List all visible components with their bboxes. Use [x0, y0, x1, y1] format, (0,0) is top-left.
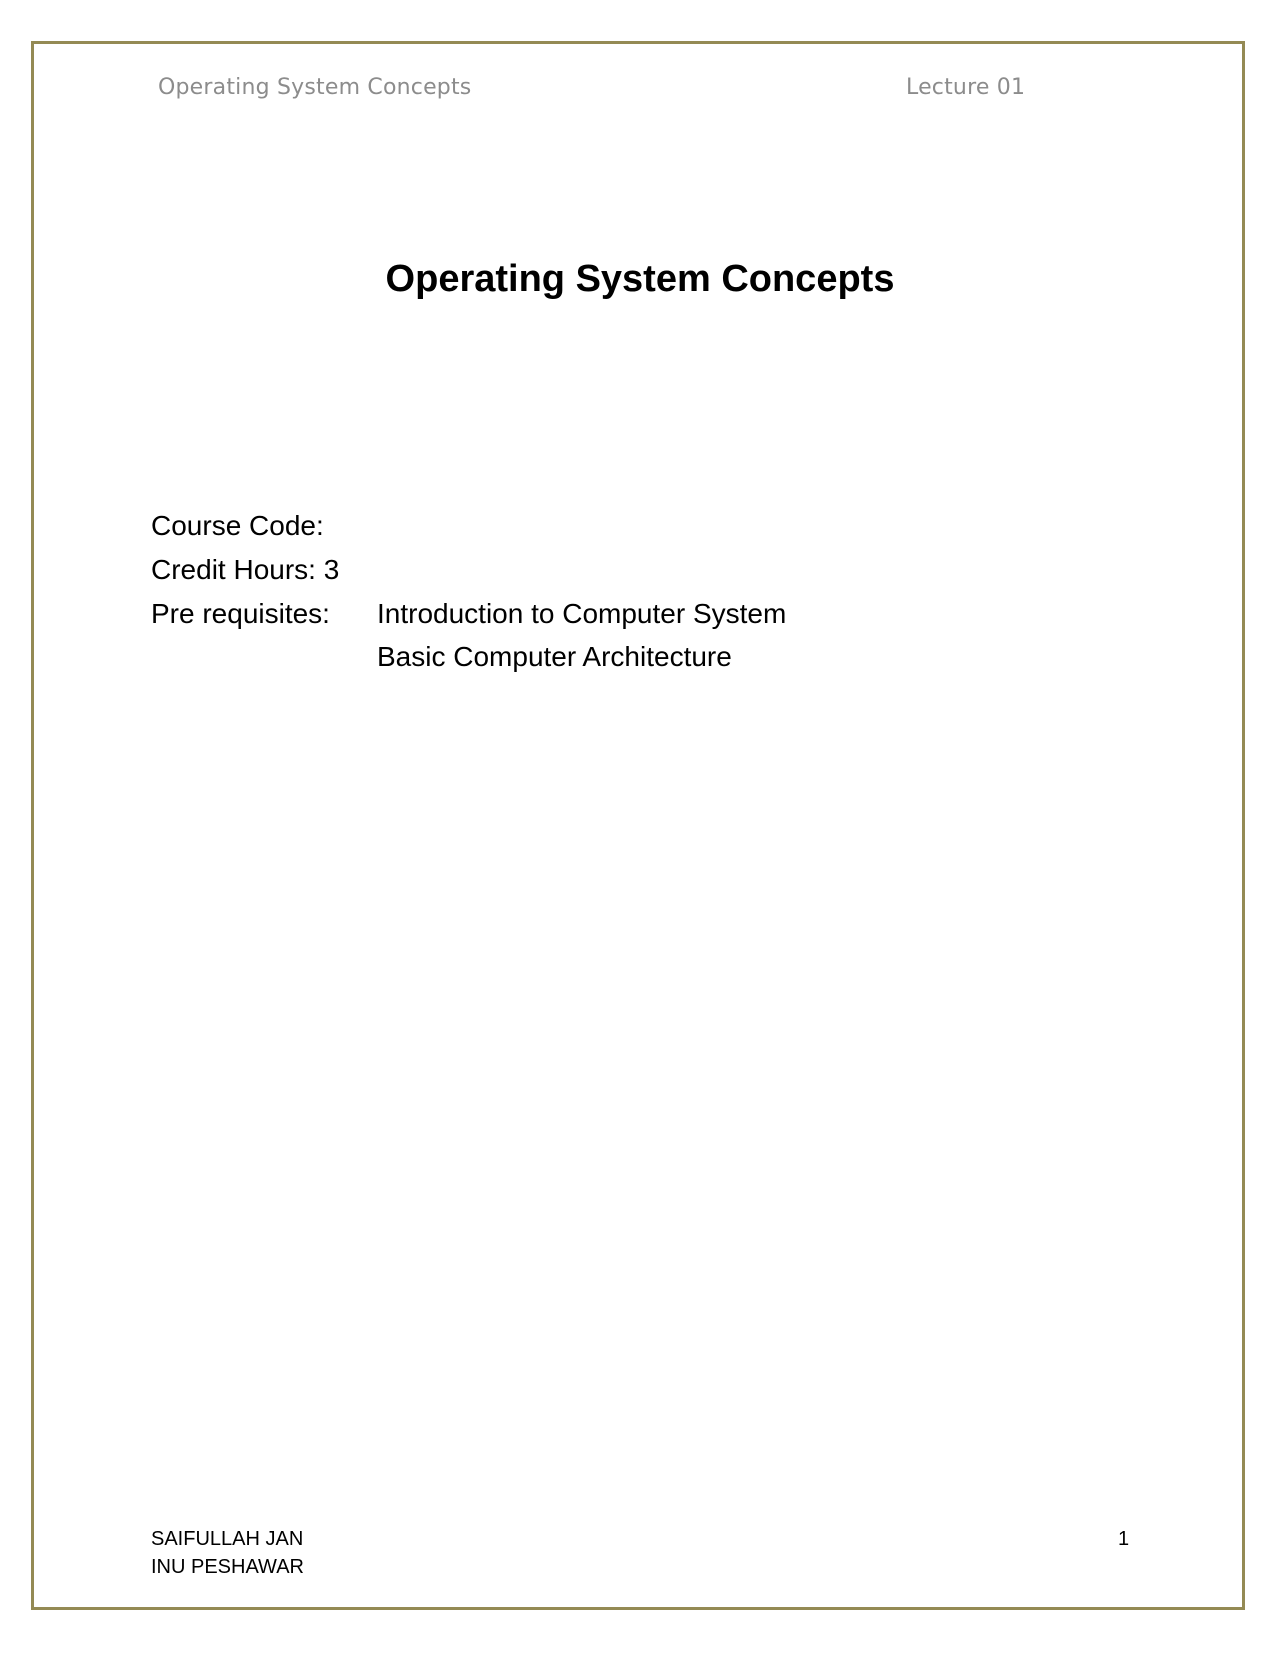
header-lecture-number: Lecture 01 — [906, 75, 1026, 100]
prerequisite-item: Basic Computer Architecture — [377, 641, 732, 672]
prerequisite-item: Introduction to Computer System — [377, 598, 787, 629]
prerequisites-label: Pre requisites: — [151, 598, 330, 629]
document-title: Operating System Concepts — [385, 258, 895, 300]
footer-author: SAIFULLAH JAN — [151, 1528, 304, 1550]
page-number: 1 — [1118, 1528, 1130, 1550]
credit-hours-label: Credit Hours: 3 — [151, 554, 340, 585]
footer-institution: INU PESHAWAR — [151, 1556, 304, 1578]
course-code-label: Course Code: — [151, 510, 324, 541]
header-course-title: Operating System Concepts — [158, 75, 472, 100]
